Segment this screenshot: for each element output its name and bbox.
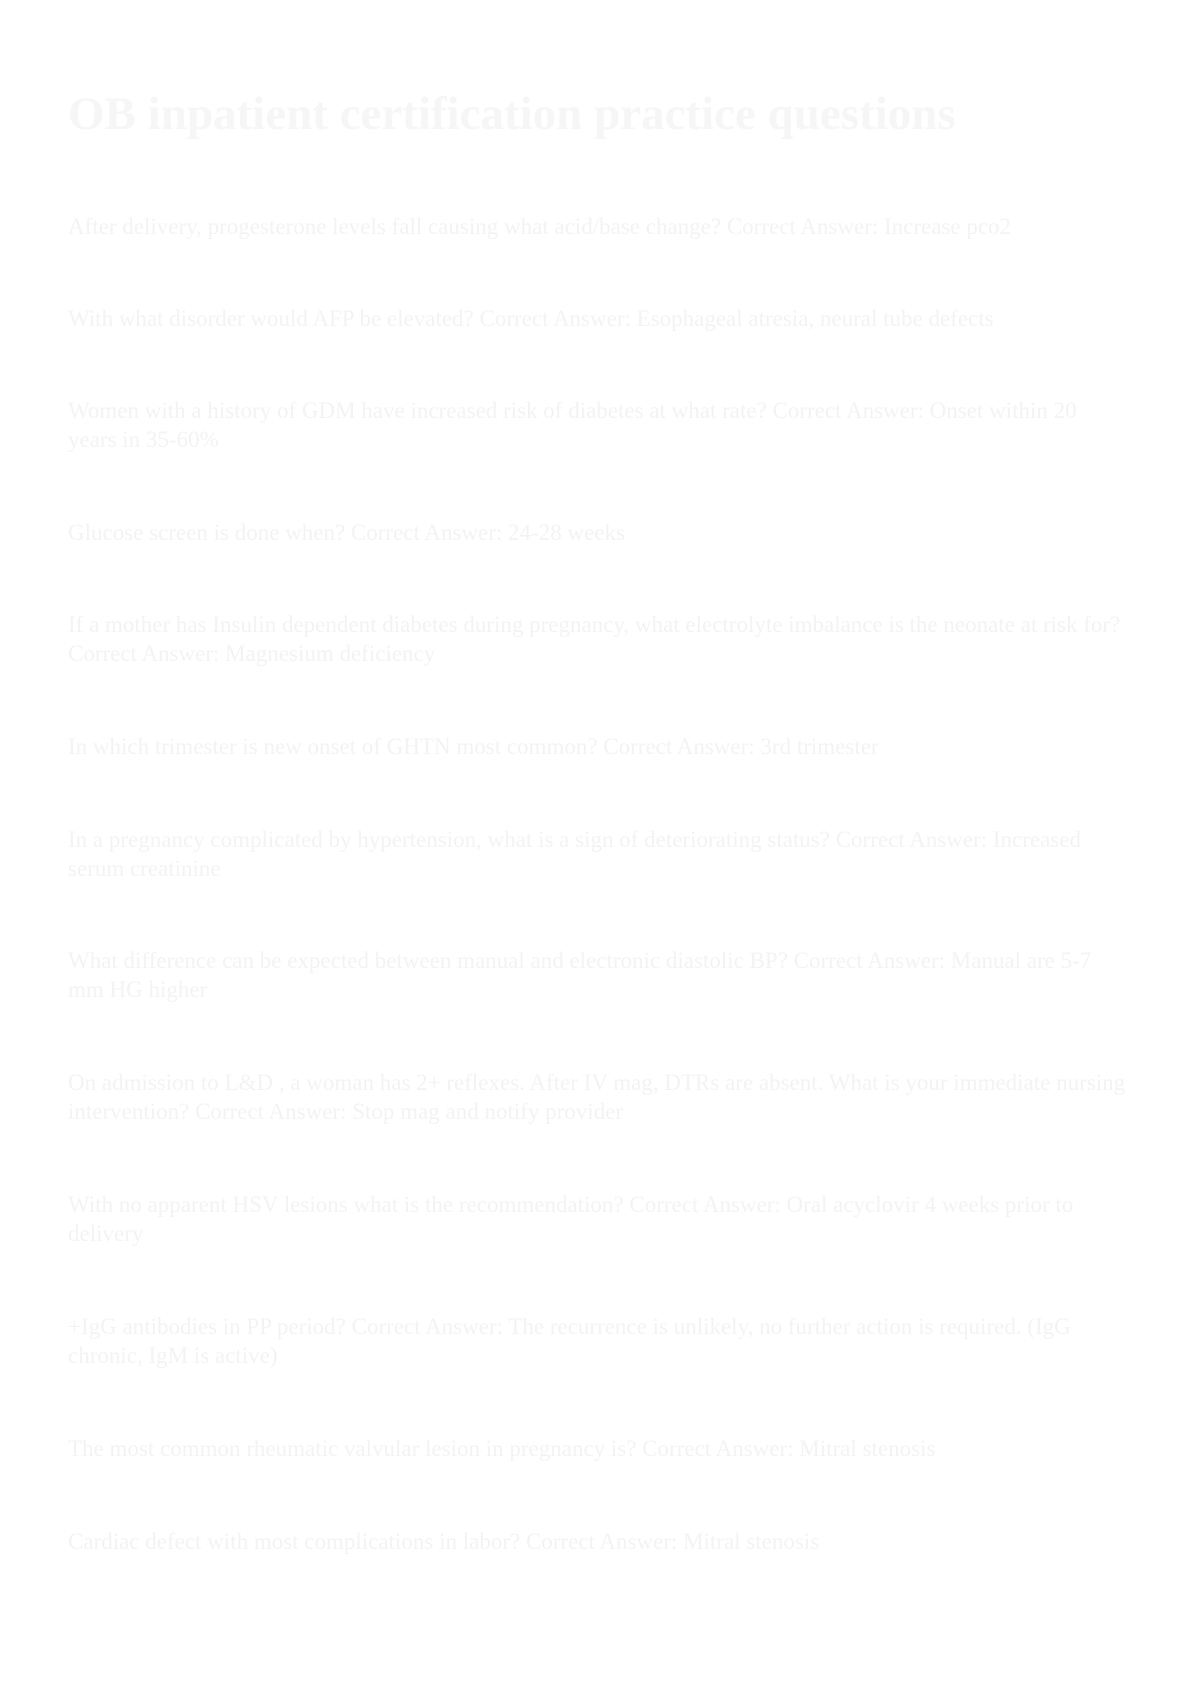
qa-item-9: On admission to L&D , a woman has 2+ reflexes. After IV mag, DTRs are absent. What is your immediate nursing intervention? Correct Answer: Stop mag and notify provider (68, 1070, 1126, 1124)
qa-item-2: With what disorder would AFP be elevated? Correct Answer: Esophageal atresia, neural tube defects (68, 306, 994, 331)
qa-item-10: With no apparent HSV lesions what is the recommendation? Correct Answer: Oral acyclovir 4 weeks prior to delivery (68, 1192, 1074, 1246)
qa-item-12: The most common rheumatic valvular lesion in pregnancy is? Correct Answer: Mitral stenosis (68, 1436, 936, 1461)
qa-item-3: Women with a history of GDM have increased risk of diabetes at what rate? Correct Answer: Onset within 20 years in 35-60% (68, 398, 1077, 452)
qa-item-5: If a mother has Insulin dependent diabetes during pregnancy, what electrolyte imbalance is the neonate at risk for? Correct Answer: Magnesium deficiency (68, 612, 1121, 666)
qa-item-1: After delivery, progesterone levels fall causing what acid/base change? Correct Answer: Increase pco2 (68, 214, 1012, 239)
qa-item-7: In a pregnancy complicated by hypertension, what is a sign of deteriorating status? Correct Answer: Increased serum creatinine (68, 827, 1081, 881)
document-title: OB inpatient certification practice questions (68, 88, 956, 140)
qa-item-8: What difference can be expected between manual and electronic diastolic BP? Correct Answer: Manual are 5-7 mm HG higher (68, 948, 1092, 1002)
qa-item-13: Cardiac defect with most complications in labor? Correct Answer: Mitral stenosis (68, 1529, 820, 1554)
qa-item-4: Glucose screen is done when? Correct Answer: 24-28 weeks (68, 520, 625, 545)
qa-item-6: In which trimester is new onset of GHTN most common? Correct Answer: 3rd trimester (68, 734, 879, 759)
qa-item-11: +IgG antibodies in PP period? Correct Answer: The recurrence is unlikely, no further action is required. (IgG chronic, IgM is active) (68, 1314, 1071, 1368)
